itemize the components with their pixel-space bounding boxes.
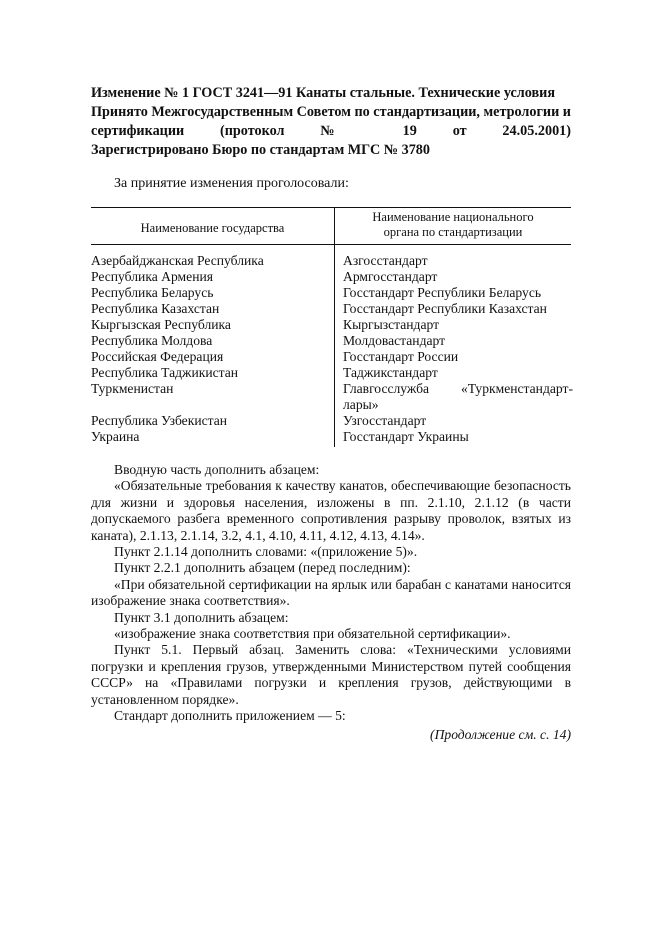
state-name: Азербайджанская Республика xyxy=(91,253,264,268)
state-name: Республика Беларусь xyxy=(91,285,214,300)
standards-body: Госстандарт Республики Казахстан xyxy=(343,301,547,316)
standards-body: Таджикстандарт xyxy=(343,365,438,380)
paragraph: «При обязательной сертификации на ярлык или барабан с канатами наносится изображение знака соответствия». xyxy=(91,576,571,609)
standards-body: Госстандарт Украины xyxy=(343,429,469,444)
voting-intro: За принятие изменения проголосовали: xyxy=(114,176,349,191)
state-name: Республика Узбекистан xyxy=(91,413,228,428)
table-top-rule xyxy=(91,207,571,208)
adoption-note: Принято Межгосударственным Советом по стандартизации, метрологии и сертификации (протокол № 19 от 24.05.2001) xyxy=(91,104,571,139)
state-name: Республика Молдова xyxy=(91,333,213,348)
table-column-divider xyxy=(334,207,335,447)
paragraph: Вводную часть дополнить абзацем: xyxy=(114,462,320,477)
paragraph: Пункт 2.2.1 дополнить абзацем (перед последним): xyxy=(114,560,411,576)
amendment-title: Изменение № 1 ГОСТ 3241—91 Канаты стальные. Технические условия xyxy=(91,85,555,101)
standards-body: Госстандарт Республики Беларусь xyxy=(343,285,542,300)
standards-body: Азгосстандарт xyxy=(343,253,428,268)
state-name: Республика Таджикистан xyxy=(91,365,239,380)
standards-body: Узгосстандарт xyxy=(343,413,427,428)
state-name: Республика Казахстан xyxy=(91,301,220,316)
col-header-body-line2: органа по стандартизации xyxy=(383,225,523,239)
standards-body: Молдовастандарт xyxy=(343,333,446,348)
table-header-rule xyxy=(91,244,571,245)
continuation-note: (Продолжение см. с. 14) xyxy=(430,726,571,742)
state-name: Кыргызская Республика xyxy=(91,317,231,332)
state-name: Украина xyxy=(91,429,140,444)
col-header-state: Наименование государства xyxy=(140,221,285,235)
state-name: Республика Армения xyxy=(91,269,213,284)
standards-body: Главгосслужба «Туркменстандарт-лары» xyxy=(343,381,573,412)
col-header-body xyxy=(335,210,571,240)
paragraph: «изображение знака соответствия при обязательной сертификации». xyxy=(114,626,511,642)
amendment-body xyxy=(91,462,571,743)
paragraph: Пункт 5.1. Первый абзац. Заменить слова: «Техническими условиями погрузки и крепления грузов, утвержденными Министерством путей сообщения СССР» на «Правилами погрузки и крепления грузов, действующими в установленном порядке». xyxy=(91,642,571,707)
paragraph: Пункт 3.1 дополнить абзацем: xyxy=(114,609,289,625)
paragraph: «Обязательные требования к качеству канатов, обеспечивающие безопасность для жизни и здоровья населения, изложены в пп. 2.1.10, 2.1.12 (в части допускаемого разбега временного сопротивления разрыву проволок, взятых из каната), 2.1.13, 2.1.14, 3.2, 4.1, 4.10, 4.11, 4.12, 4.13, 4.14». xyxy=(91,478,571,543)
standards-body: Армгосстандарт xyxy=(343,269,438,284)
paragraph: Пункт 2.1.14 дополнить словами: «(приложение 5)». xyxy=(114,544,418,560)
standards-body: Госстандарт России xyxy=(343,349,459,364)
state-name: Туркменистан xyxy=(91,381,174,396)
paragraph: Стандарт дополнить приложением — 5: xyxy=(114,708,346,724)
standards-body: Кыргызстандарт xyxy=(343,317,440,332)
state-name: Российская Федерация xyxy=(91,349,224,364)
col-header-body-line1: Наименование национального xyxy=(372,210,534,224)
registration-note: Зарегистрировано Бюро по стандартам МГС № 3780 xyxy=(91,142,430,158)
